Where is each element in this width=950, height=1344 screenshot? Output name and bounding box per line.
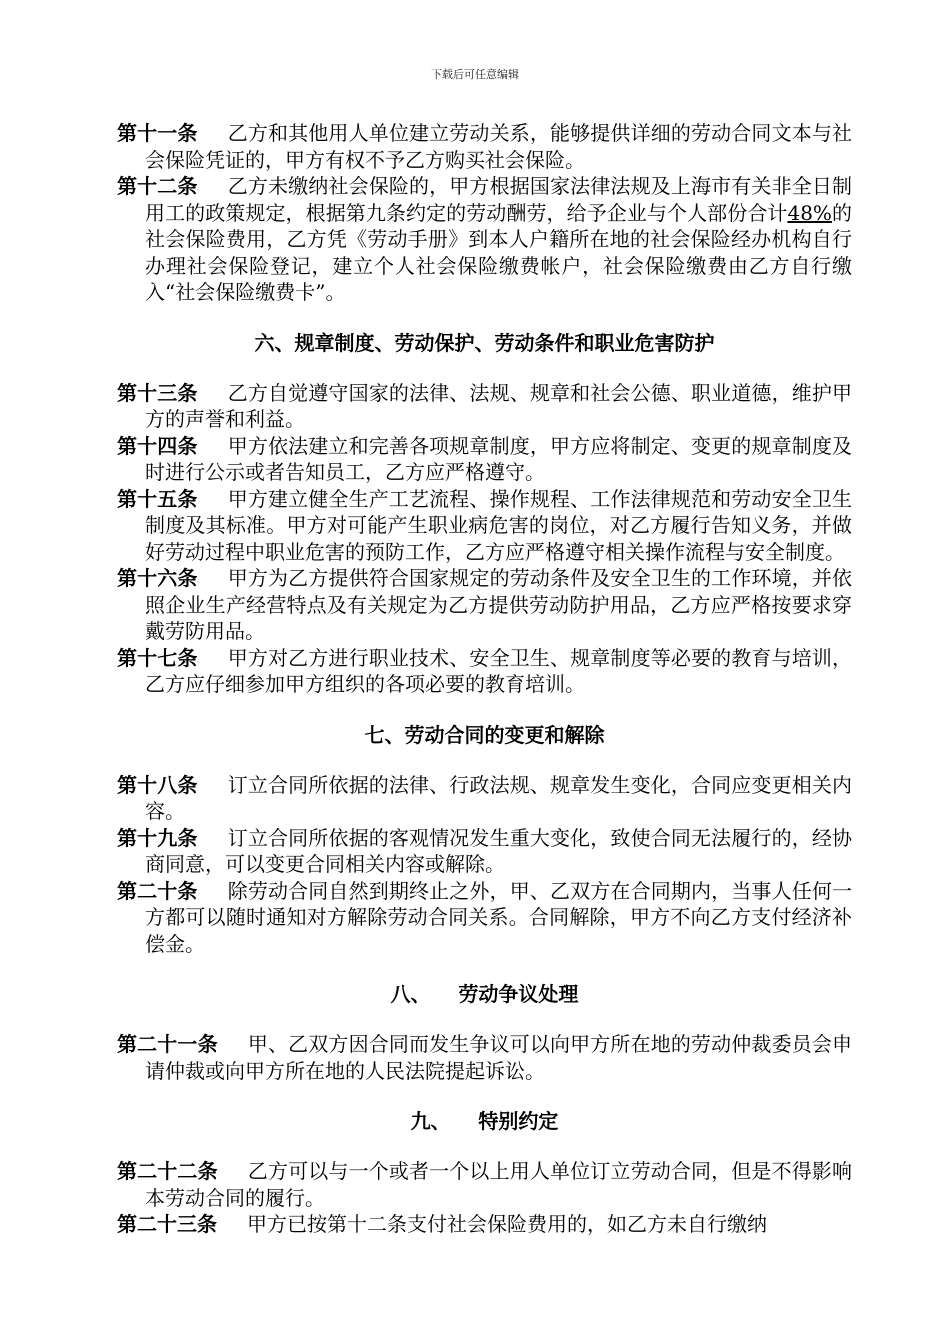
article-number: 第十九条	[117, 825, 198, 850]
article-number: 第二十条	[117, 878, 198, 903]
percentage-value: 48%	[787, 200, 832, 225]
article-text: 乙方可以与一个或者一个以上用人单位订立劳动合同，但是不得影响本劳动合同的履行。	[145, 1159, 853, 1210]
article-text: 甲、乙双方因合同而发生争议可以向甲方所在地的劳动仲裁委员会申请仲裁或向甲方所在地的人民法院提起诉讼。	[145, 1032, 853, 1083]
article-number: 第十四条	[117, 433, 198, 458]
article-number: 第十六条	[117, 566, 198, 590]
article-text: 乙方未缴纳社会保险的，甲方根据国家法律法规及上海市有关非全日制用工的政策规定，根据第九条约定的劳动酬劳，给予企业与个人部份合计	[145, 174, 853, 225]
article-number: 第十三条	[117, 380, 198, 405]
article-number: 第二十三条	[117, 1212, 217, 1236]
article-text: 的社会保险费用，乙方凭《劳动手册》到本人户籍所在地的社会保险经办机构自行办理社会保险登记，建立个人社会保险缴费帐户，社会保险缴费由乙方自行缴入“社会保险缴费卡”。	[145, 200, 852, 304]
article-paragraph	[117, 433, 852, 486]
article-paragraph	[117, 772, 852, 825]
article-number: 第十一条	[117, 121, 198, 145]
article-text: 甲方已按第十二条支付社会保险费用的，如乙方未自行缴纳	[247, 1212, 767, 1236]
article-paragraph	[117, 486, 852, 566]
article-number: 第二十二条	[117, 1159, 218, 1183]
article-number: 第十二条	[117, 174, 198, 198]
article-paragraph	[117, 878, 852, 958]
article-number: 第十五条	[117, 486, 198, 511]
article-number: 第十八条	[117, 772, 198, 797]
section-heading: 九、 特别约定	[410, 1109, 559, 1133]
article-text: 甲方依法建立和完善各项规章制度，甲方应将制定、变更的规章制度及时进行公示或者告知员工，乙方应严格遵守。	[145, 433, 853, 484]
article-text: 甲方建立健全生产工艺流程、操作规程、工作法律规范和劳动安全卫生制度及其标准。甲方对可能产生职业病危害的岗位，对乙方履行告知义务，并做好劳动过程中职业危害的预防工作，乙方应严格遵守相关操作流程与安全制度。	[145, 486, 853, 564]
article-paragraph	[117, 1158, 852, 1211]
article-paragraph	[117, 380, 852, 433]
page-header: 下载后可任意编辑	[431, 68, 519, 81]
document-body	[117, 120, 852, 1238]
article-paragraph	[117, 565, 852, 645]
article-text: 甲方为乙方提供符合国家规定的劳动条件及安全卫生的工作环境，并依照企业生产经营特点及有关规定为乙方提供劳动防护用品，乙方应严格按要求穿戴劳防用品。	[145, 566, 853, 643]
article-paragraph	[117, 1211, 852, 1238]
section-heading: 七、劳动合同的变更和解除	[364, 722, 605, 747]
article-text: 甲方对乙方进行职业技术、安全卫生、规章制度等必要的教育与培训，乙方应仔细参加甲方组织的各项必要的教育培训。	[145, 645, 853, 696]
article-number: 第二十一条	[117, 1032, 218, 1056]
article-paragraph	[117, 825, 852, 878]
article-text: 订立合同所依据的法律、行政法规、规章发生变化，合同应变更相关内容。	[145, 772, 853, 823]
article-text: 乙方和其他用人单位建立劳动关系，能够提供详细的劳动合同文本与社会保险凭证的，甲方有权不予乙方购买社会保险。	[145, 121, 853, 172]
article-paragraph	[117, 645, 852, 698]
article-text: 乙方自觉遵守国家的法律、法规、规章和社会公德、职业道德，维护甲方的声誉和利益。	[145, 380, 853, 431]
article-paragraph	[117, 173, 852, 306]
article-text: 除劳动合同自然到期终止之外，甲、乙双方在合同期内，当事人任何一方都可以随时通知对方解除劳动合同关系。合同解除，甲方不向乙方支付经济补偿金。	[145, 878, 853, 956]
article-paragraph	[117, 120, 852, 173]
article-paragraph	[117, 1031, 852, 1084]
article-number: 第十七条	[117, 645, 198, 670]
section-heading: 六、规章制度、劳动保护、劳动条件和职业危害防护	[254, 330, 715, 355]
section-heading: 八、 劳动争议处理	[390, 982, 579, 1006]
article-text: 订立合同所依据的客观情况发生重大变化，致使合同无法履行的，经协商同意，可以变更合同相关内容或解除。	[145, 825, 853, 876]
